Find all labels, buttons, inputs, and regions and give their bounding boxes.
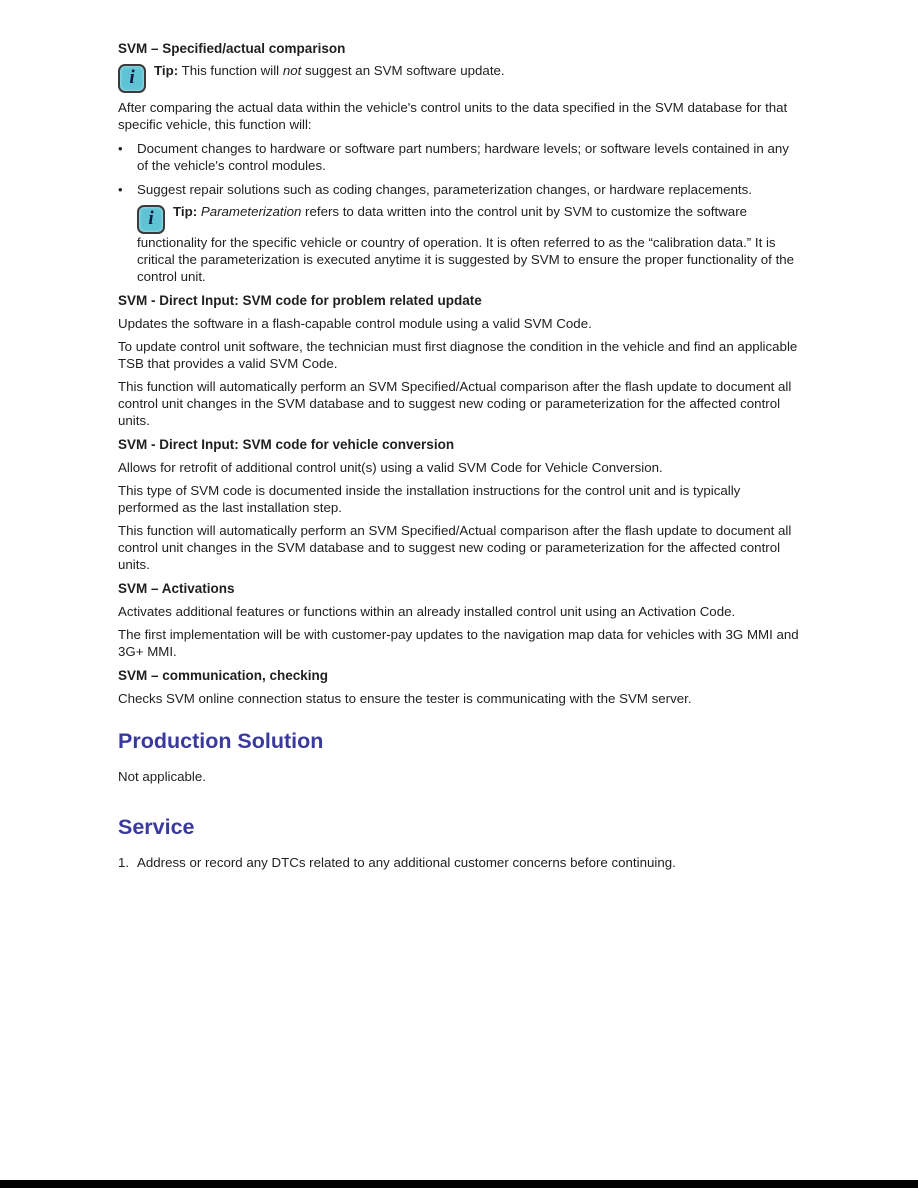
heading-communication-checking: SVM – communication, checking [118,668,329,683]
tip-label: Tip: [154,63,179,78]
heading-activations: SVM – Activations [118,581,235,596]
info-icon-glyph: i [148,208,154,229]
section-title-service: Service [118,815,195,839]
bullet-marker: • [118,141,123,156]
paragraph-after-comparing: After comparing the actual data within the vehicle's control units to the data specified in the SVM database for that specific vehicle, this function will: [118,100,788,132]
page-bottom-scan-edge [0,1180,918,1188]
tip-block-2 [137,198,802,285]
heading-direct-input-vehicle-conversion: SVM - Direct Input: SVM code for vehicle conversion [118,437,455,452]
tip-text: refers to data written into the control unit by SVM to customize the software functionality for the specific vehicle or country of operation. It is often referred to as the “calibration data.” It is critical the parameterization is executed anytime it is suggested by SVM to ensure the proper functionality of the control unit. [137,204,795,284]
info-tip-icon [137,205,165,234]
tip-label: Tip: [173,204,198,219]
info-icon-glyph: i [129,67,135,88]
service-step-1 [118,839,802,871]
tip-text-italic: not [282,63,302,78]
paragraph-to-update: To update control unit software, the technician must first diagnose the condition in the vehicle and find an applicable TSB that provides a valid SVM Code. [118,339,798,371]
paragraph-flash-comparison-1: This function will automatically perform an SVM Specified/Actual comparison after the flash update to document all control unit changes in the SVM database and to suggest new coding or parameterization for the affected control units. [118,379,792,428]
heading-specified-actual-comparison: SVM – Specified/actual comparison [118,41,346,56]
section-title-production-solution: Production Solution [118,729,324,753]
step-number: 1. [118,855,130,870]
paragraph-not-applicable: Not applicable. [118,769,206,784]
paragraph-this-type: This type of SVM code is documented inside the installation instructions for the control unit and is typically performed as the last installation step. [118,483,741,515]
heading-direct-input-problem-update: SVM - Direct Input: SVM code for problem related update [118,293,482,308]
bullet-item-suggest-repair [118,174,802,198]
paragraph-checks-connection: Checks SVM online connection status to ensure the tester is communicating with the SVM server. [118,691,692,706]
tip-block-1 [118,57,802,93]
bullet-text: Document changes to hardware or software part numbers; hardware levels; or software levels contained in any of the vehicle's control modules. [137,141,789,173]
paragraph-allows-retrofit: Allows for retrofit of additional control unit(s) using a valid SVM Code for Vehicle Conversion. [118,460,663,475]
bullet-item-document-changes [118,133,802,174]
bullet-text: Suggest repair solutions such as coding changes, parameterization changes, or hardware replacements. [137,182,752,197]
tip-text: This function will [178,63,283,78]
info-tip-icon [118,64,146,93]
paragraph-first-implementation: The first implementation will be with customer-pay updates to the navigation map data for vehicles with 3G MMI and 3G+ MMI. [118,627,799,659]
tip-text: suggest an SVM software update. [301,63,505,78]
paragraph-flash-comparison-2: This function will automatically perform an SVM Specified/Actual comparison after the flash update to document all control unit changes in the SVM database and to suggest new coding or parameterization for the affected control units. [118,523,792,572]
paragraph-updates-software: Updates the software in a flash-capable control module using a valid SVM Code. [118,316,592,331]
paragraph-activates-features: Activates additional features or functions within an already installed control unit using an Activation Code. [118,604,736,619]
page-content [118,40,802,871]
bullet-marker: • [118,182,123,197]
step-text: Address or record any DTCs related to any additional customer concerns before continuing. [137,855,676,870]
tip-text-italic: Parameterization [200,204,302,219]
